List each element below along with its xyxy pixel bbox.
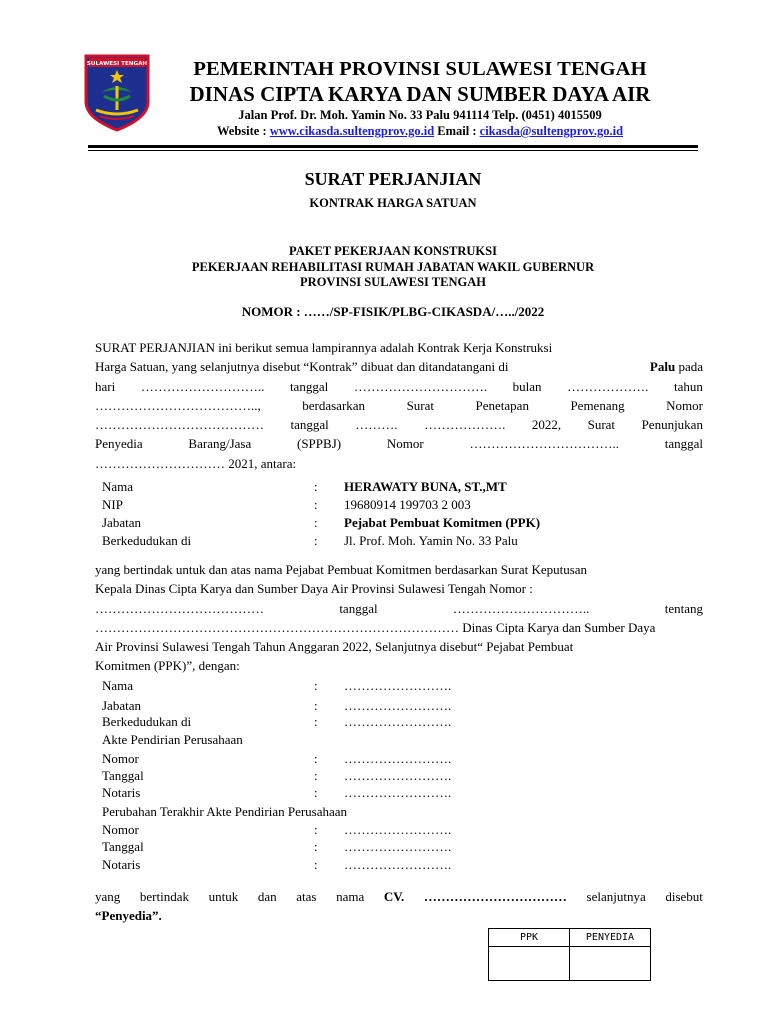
document-subtitle: KONTRAK HARGA SATUAN: [309, 196, 477, 210]
authority-line: Kepala Dinas Cipta Karya dan Sumber Daya Air Provinsi Sulawesi Tengah Nomor :: [95, 581, 533, 597]
opening-line: Harga Satuan, yang selanjutnya disebut “Kontrak” dibuat dan ditandatangani di Palu pada: [95, 359, 703, 375]
opening-line: ……………………………….., berdasarkan Surat Penetapan Pemenang Nomor: [95, 397, 703, 413]
authority-line: Komitmen (PPK)”, dengan:: [95, 658, 240, 674]
initials-header-provider: PENYEDIA: [570, 929, 651, 947]
letterhead-contact: [140, 124, 700, 139]
opening-line: SURAT PERJANJIAN ini berikut semua lampirannya adalah Kontrak Kerja Konstruksi: [95, 340, 553, 355]
work-title-line2: PROVINSI SULAWESI TENGAH: [300, 275, 486, 289]
email-link[interactable]: cikasda@sultengprov.go.id: [479, 124, 624, 138]
initials-table: [488, 928, 651, 981]
initials-cell-ppk[interactable]: [489, 947, 570, 981]
letterhead-address: Jalan Prof. Dr. Moh. Yamin No. 33 Palu 941114 Telp. (0451) 4015509: [238, 108, 602, 122]
email-label: Email :: [437, 124, 477, 138]
opening-line: ………………………………… tanggal ………. ………………. 2022, Surat Penunjukan: [95, 417, 703, 433]
authority-line: Air Provinsi Sulawesi Tengah Tahun Anggaran 2022, Selanjutnya disebut“ Pejabat Pembuat: [95, 639, 574, 655]
package-title: PAKET PEKERJAAN KONSTRUKSI: [289, 244, 497, 258]
letterhead-thin-rule: [88, 150, 698, 151]
opening-paragraph: [95, 338, 703, 473]
opening-line: hari ……………………….. tanggal …………………………. bulan ………………. tahun: [95, 378, 703, 394]
work-title-line1: PEKERJAAN REHABILITASI RUMAH JABATAN WAKIL GUBERNUR: [191, 260, 595, 274]
authority-line: ………………………………………………………………………… Dinas Cipta Karya dan Sumber Daya: [95, 619, 656, 635]
website-label: Website :: [216, 124, 267, 138]
letterhead-thick-rule: [88, 145, 698, 148]
provider-closing-paragraph: [95, 887, 703, 926]
letterhead-government-title: PEMERINTAH PROVINSI SULAWESI TENGAH: [193, 58, 647, 80]
website-link[interactable]: www.cikasda.sultengprov.go.id: [269, 124, 435, 138]
authority-paragraph: [95, 560, 703, 676]
document-title: SURAT PERJANJIAN: [304, 169, 482, 189]
initials-cell-provider[interactable]: [570, 947, 651, 981]
opening-line: ………………………… 2021, antara:: [95, 455, 297, 471]
province-emblem-icon: [82, 52, 152, 132]
contract-number: NOMOR : ……/SP-FISIK/PLBG-CIKASDA/…../2022: [241, 304, 545, 319]
emblem-banner-text: SULAWESI TENGAH: [86, 61, 148, 67]
authority-line: ………………………………… tanggal ………………………….. tentang: [95, 600, 703, 616]
opening-line: Penyedia Barang/Jasa (SPPBJ) Nomor …………………………….. tanggal: [95, 436, 703, 452]
closing-line: “Penyedia”.: [95, 908, 162, 924]
closing-line: yang bertindak untuk dan atas nama CV. …………………………… selanjutnya disebut: [95, 889, 703, 904]
initials-header-ppk: PPK: [489, 929, 570, 947]
authority-line: yang bertindak untuk dan atas nama Pejabat Pembuat Komitmen berdasarkan Surat Keputusan: [95, 562, 588, 577]
letterhead-agency-title: DINAS CIPTA KARYA DAN SUMBER DAYA AIR: [189, 82, 651, 106]
